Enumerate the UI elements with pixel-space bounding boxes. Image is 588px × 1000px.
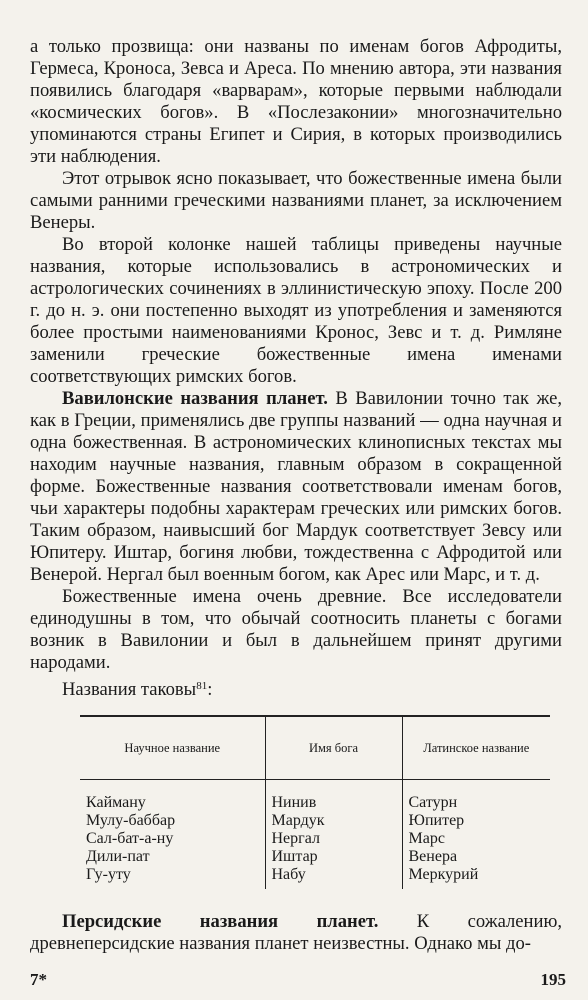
paragraph-3: Во второй колонке нашей таблицы приведены научные названия, которые использовались в астрономических и астрологических сочинениях в эллинистическую эпоху. После 200 г. до н. э. они постепенно выходят из употребления и заменяются более простыми наименованиями Кронос, Зевс и т. д. Римляне заменили греческие божественные имена именами соответствующих римских богов. (30, 234, 562, 387)
table-cell: Гу-уту (86, 866, 131, 883)
paragraph-persian (30, 911, 562, 955)
names-intro-text: Названия таковы (62, 679, 197, 700)
paragraph-1: а только прозвища: они названы по именам богов Афродиты, Гермеса, Кроноса, Зевса и Ареса. По мнению автора, эти названия появились благодаря «варварам», которые первыми наблюдали «космических богов». В «Послезаконии» многозначительно упоминаются страны Египет и Сирия, в которых производились эти наблюдения. (30, 36, 562, 167)
table-cell: Кайману (86, 794, 146, 811)
column-latin-names (402, 794, 550, 889)
table-body-row (80, 794, 550, 889)
names-intro-colon: : (207, 679, 213, 700)
names-intro (30, 675, 562, 701)
column-god-names (265, 794, 402, 889)
header-god-name: Имя бога (265, 716, 402, 780)
table-cell: Юпитер (408, 812, 465, 829)
paragraph-babylonian (30, 388, 562, 586)
table-cell: Марс (408, 830, 445, 847)
table-cell: Иштар (271, 848, 318, 865)
persian-text: К сожалению, древнеперсидские названия планет неизвестны. Однако мы до- (30, 911, 562, 954)
persian-heading: Персидские названия планет. (62, 911, 379, 932)
table-cell: Нинив (271, 794, 317, 811)
table-cell: Меркурий (408, 866, 479, 883)
table-cell: Сатурн (408, 794, 458, 811)
header-scientific-name: Научное название (80, 716, 265, 780)
table-cell: Нергал (271, 830, 320, 847)
table-cell: Сал-бат-а-ну (86, 830, 174, 847)
table-cell: Венера (408, 848, 458, 865)
table-cell: Дили-пат (86, 848, 150, 865)
babylonian-text: В Вавилонии точно так же, как в Греции, применялись две группы названий — одна научная и одна божественная. В астрономических клинописных текстах мы находим научные названия, главным образом в сокращенной форме. Божественные названия соответствовали именам богов, чьи характеры подобны характерам греческих или римских богов. Таким образом, наивысший бог Мардук соответствует Зевсу или Юпитеру. Иштар, богиня любви, тождественна с Афродитой или Венерой. Нергал был военным богом, как Арес или Марс, и т. д. (30, 388, 562, 585)
babylonian-heading: Вавилонские названия планет. (62, 388, 328, 409)
header-latin-name: Латинское название (402, 716, 550, 780)
signature-mark: 7* (30, 970, 47, 989)
paragraph-5: Божественные имена очень древние. Все исследователи единодушны в том, что обычай соотносить планеты с богами возник в Вавилонии и был в дальнейшем принят другими народами. (30, 586, 562, 673)
page-body (30, 36, 562, 955)
planet-names-table (80, 715, 550, 889)
table-cell: Мардук (271, 812, 325, 829)
footnote-ref: 81 (196, 680, 208, 692)
table-header-row (80, 716, 550, 780)
table-cell: Мулу-баббар (86, 812, 176, 829)
column-scientific-names (80, 794, 265, 889)
paragraph-2: Этот отрывок ясно показывает, что божественные имена были самыми ранними греческими названиями планет, за исключением Венеры. (30, 168, 562, 233)
page-number: 195 (540, 970, 566, 989)
table-cell: Набу (271, 866, 306, 883)
